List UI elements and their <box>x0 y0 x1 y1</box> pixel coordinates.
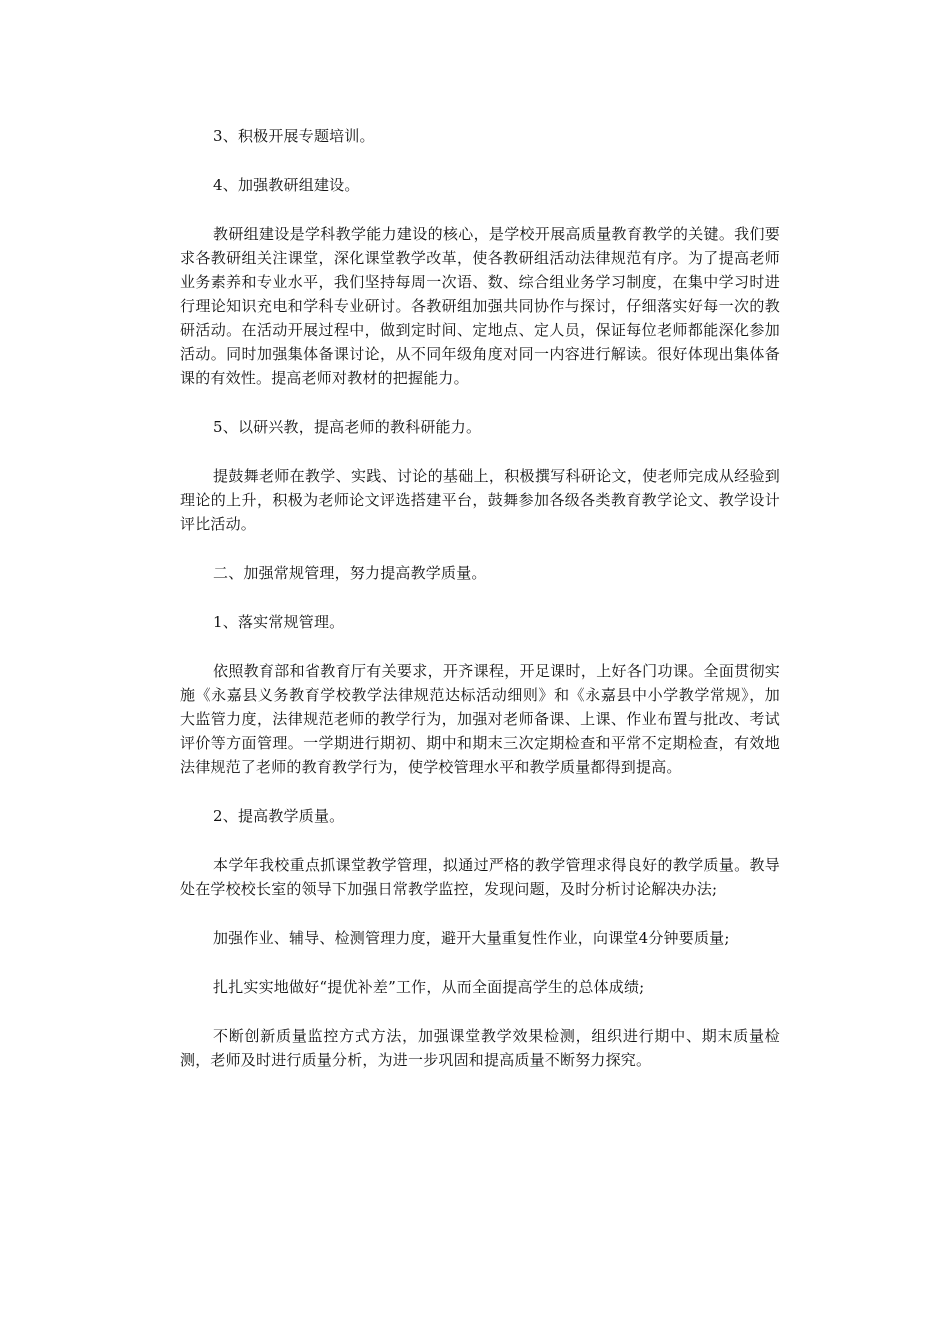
body-paragraph: 教研组建设是学科教学能力建设的核心，是学校开展高质量教育教学的关键。我们要求各教研组关注课堂，深化课堂教学改革，使各教研组活动法律规范有序。为了提高老师业务素养和专业水平，我们坚持每周一次语、数、综合组业务学习制度，在集中学习时进行理论知识充电和学科专业研讨。各教研组加强共同协作与探讨，仔细落实好每一次的教研活动。在活动开展过程中，做到定时间、定地点、定人员，保证每位老师都能深化参加活动。同时加强集体备课讨论，从不同年级角度对同一内容进行解读。很好体现出集体备课的有效性。提高老师对教材的把握能力。 <box>180 225 780 387</box>
item-heading-1: 1、落实常规管理。 <box>213 613 345 631</box>
body-paragraph: 不断创新质量监控方式方法，加强课堂教学效果检测，组织进行期中、期末质量检测，老师及时进行质量分析，为进一步巩固和提高质量不断努力探究。 <box>180 1027 780 1069</box>
body-paragraph: 扎扎实实地做好“提优补差”工作，从而全面提高学生的总体成绩; <box>213 978 645 996</box>
body-paragraph: 加强作业、辅导、检测管理力度，避开大量重复性作业，向课堂4分钟要质量; <box>213 929 730 947</box>
item-heading-5: 5、以研兴教，提高老师的教科研能力。 <box>213 418 482 436</box>
document-page <box>180 124 780 1097</box>
body-paragraph: 依照教育部和省教育厅有关要求，开齐课程，开足课时，上好各门功课。全面贯彻实施《永嘉县义务教育学校教学法律规范达标活动细则》和《永嘉县中小学教学常规》，加大监管力度，法律规范老师的教学行为，加强对老师备课、上课、作业布置与批改、考试评价等方面管理。一学期进行期初、期中和期末三次定期检查和平常不定期检查，有效地法律规范了老师的教育教学行为，使学校管理水平和教学质量都得到提高。 <box>180 662 780 776</box>
body-paragraph: 本学年我校重点抓课堂教学管理，拟通过严格的教学管理求得良好的教学质量。教导处在学校校长室的领导下加强日常教学监控，发现问题，及时分析讨论解决办法; <box>180 856 780 898</box>
item-heading-3: 3、积极开展专题培训。 <box>213 127 375 145</box>
item-heading-4: 4、加强教研组建设。 <box>213 176 360 194</box>
body-paragraph: 提鼓舞老师在教学、实践、讨论的基础上，积极撰写科研论文，使老师完成从经验到理论的上升，积极为老师论文评选搭建平台，鼓舞参加各级各类教育教学论文、教学设计评比活动。 <box>180 467 780 533</box>
item-heading-2: 2、提高教学质量。 <box>213 807 345 825</box>
section-heading-2: 二、加强常规管理，努力提高教学质量。 <box>213 564 487 582</box>
